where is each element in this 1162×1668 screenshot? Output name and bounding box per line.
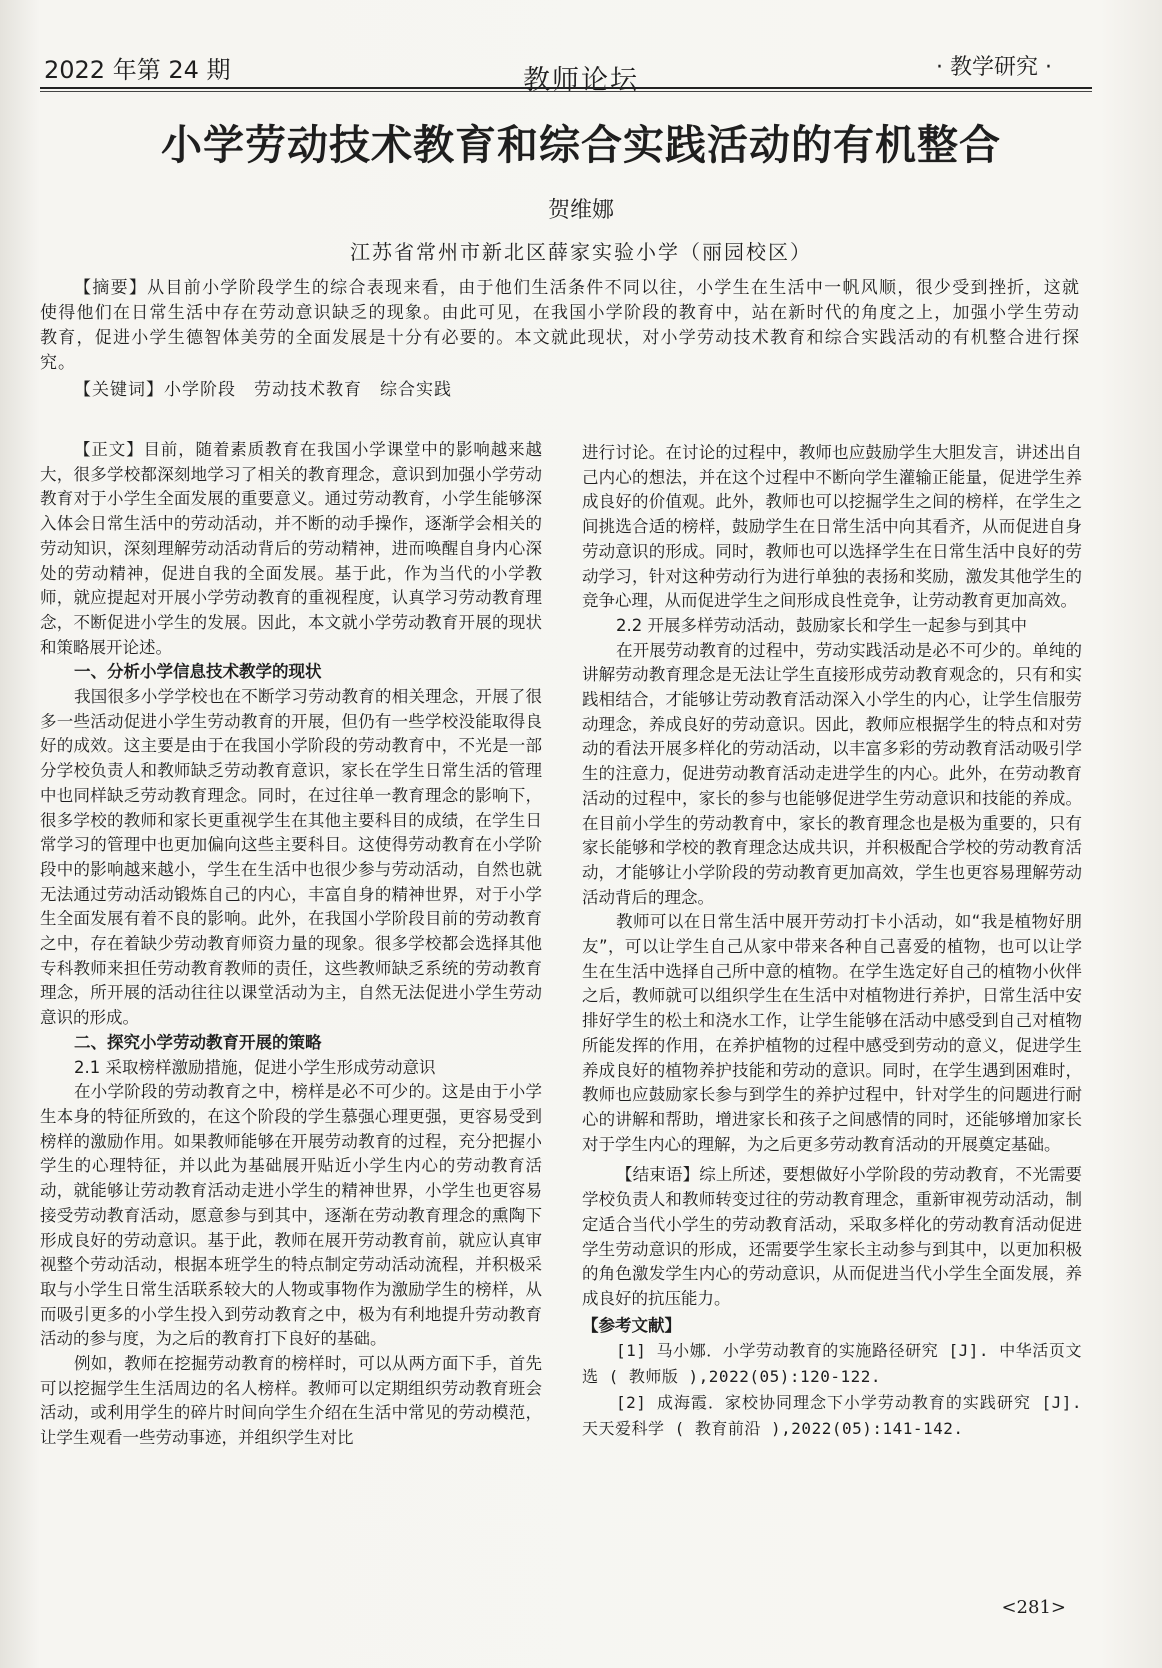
section-heading: 二、探究小学劳动教育开展的策略 — [74, 1032, 322, 1052]
abstract: 【摘要】从目前小学阶段学生的综合表现来看，由于他们生活条件不同以往，小学生在生活中一帆风顺，很少受到挫折，这就使得他们在日常生活中存在劳动意识缺乏的现象。由此可见，在我国小学阶段的教育中，站在新时代的角度之上，加强小学生劳动教育，促进小学生德智体美劳的全面发展是十分有必要的。本文就此现状，对小学劳动技术教育和综合实践活动的有机整合进行探究。 — [40, 278, 1080, 373]
subsection-heading: 2.2 开展多样劳动活动，鼓励家长和学生一起参与到其中 — [616, 615, 1027, 635]
author-name: 贺维娜 — [547, 198, 614, 223]
subsection-heading: 2.1 采取榜样激励措施，促进小学生形成劳动意识 — [74, 1057, 436, 1077]
right-column — [582, 441, 1082, 1442]
references-heading: 【参考文献】 — [582, 1315, 681, 1335]
journal-name: 教师论坛 — [523, 65, 639, 96]
header-rule-thin — [40, 91, 1092, 92]
paragraph: 教师可以在日常生活中展开劳动打卡小活动，如“我是植物好朋友”，可以让学生自己从家中带来各种自己喜爱的植物，也可以让学生在生活中选择自己所中意的植物。在学生选定好自己的植物小伙伴之后，教师就可以组织学生在生活中对植物进行养护，日常生活中安排好学生的松土和浇水工作，让学生能够在活动中感受到自己对植物所能发挥的作用，在养护植物的过程中感受到劳动的意义，促进学生养成良好的植物养护技能和劳动的意识。同时，在学生遇到困难时，教师也应鼓励家长参与到学生的养护过程中，针对学生的问题进行耐心的讲解和帮助，增进家长和孩子之间感情的同时，还能够增加家长对于学生内心的理解，为之后更多劳动教育活动的开展奠定基础。 — [582, 912, 1082, 1154]
section-label: · 教学研究 · — [936, 55, 1052, 80]
paragraph: 进行讨论。在讨论的过程中，教师也应鼓励学生大胆发言，讲述出自己内心的想法，并在这个过程中不断向学生灌输正能量，促进学生养成良好的价值观。此外，教师也可以挖掘学生之间的榜样，在学生之间挑选合适的榜样，鼓励学生在日常生活中向其看齐，从而促进自身劳动意识的形成。同时，教师也可以选择学生在日常生活中良好的劳动学习，针对这种劳动行为进行单独的表扬和奖励，激发其他学生的竞争心理，从而促进学生之间形成良性竞争，让劳动教育更加高效。 — [582, 443, 1082, 611]
page-number: <281> — [1001, 1597, 1066, 1618]
reference-item: [1] 马小娜．小学劳动教育的实施路径研究 [J]. 中华活页文选 ( 教师版 ),2022(05):120-122. — [582, 1341, 1082, 1387]
paragraph: 我国很多小学学校也在不断学习劳动教育的相关理念，开展了很多一些活动促进小学生劳动教育的开展，但仍有一些学校没能取得良好的成效。这主要是由于在我国小学阶段的劳动教育中，不光是一部分学校负责人和教师缺乏劳动教育意识，家长在学生日常生活的管理中也同样缺乏劳动教育理念。同时，在过往单一教育理念的影响下，很多学校的教师和家长更重视学生在其他主要科目的成绩，在学生日常学习的管理中也更加偏向这些主要科目。这使得劳动教育在小学阶段中的影响越来越小，学生在生活中也很少参与劳动活动，自然也就无法通过劳动活动锻炼自己的内心，丰富自身的精神世界，对于小学生全面发展有着不良的影响。此外，在我国小学阶段目前的劳动教育之中，存在着缺少劳动教育师资力量的现象。很多学校都会选择其他专科教师来担任劳动教育教师的责任，这些教师缺乏系统的劳动教育理念，所开展的活动往往以课堂活动为主，自然无法促进小学生劳动意识的形成。 — [40, 687, 542, 1028]
header-rule — [40, 87, 1092, 89]
paragraph: 在小学阶段的劳动教育之中，榜样是必不可少的。这是由于小学生本身的特征所致的，在这个阶段的学生慕强心理更强，更容易受到榜样的激励作用。如果教师能够在开展劳动教育的过程，充分把握小学生的心理特征，并以此为基础展开贴近小学生内心的劳动教育活动，就能够让劳动教育活动走进小学生的精神世界，小学生也更容易接受劳动教育活动，愿意参与到其中，逐渐在劳动教育理念的熏陶下形成良好的劳动意识。基于此，教师在展开劳动教育前，就应认真审视整个劳动活动，根据本班学生的特点制定劳动活动流程，并积极采取与小学生日常生活联系较大的人物或事物作为激励学生的榜样，从而吸引更多的小学生投入到劳动教育之中，极为有利地提升劳动教育活动的参与度，为之后的教育打下良好的基础。 — [40, 1082, 542, 1349]
reference-item: [2] 成海霞．家校协同理念下小学劳动教育的实践研究 [J]. 天天爱科学 ( 教育前沿 ),2022(05):141-142. — [582, 1393, 1082, 1439]
paragraph: 【正文】目前，随着素质教育在我国小学课堂中的影响越来越大，很多学校都深刻地学习了相关的教育理念，意识到加强小学劳动教育对于小学生全面发展的重要意义。通过劳动教育，小学生能够深入体会日常生活中的劳动活动，并不断的动手操作，逐渐学会相关的劳动知识，深刻理解劳动活动背后的劳动精神，进而唤醒自身内心深处的劳动精神，促进自我的全面发展。基于此，作为当代的小学教师，就应提起对开展小学劳动教育的重视程度，认真学习劳动教育理念，不断促进小学生的发展。因此，本文就小学劳动教育开展的现状和策略展开论述。 — [40, 440, 542, 657]
issue-label: 2022 年第 24 期 — [44, 56, 231, 84]
keywords: 【关键词】小学阶段 劳动技术教育 综合实践 — [74, 380, 452, 400]
article-title: 小学劳动技术教育和综合实践活动的有机整合 — [161, 121, 1001, 169]
paragraph: 在开展劳动教育的过程中，劳动实践活动是必不可少的。单纯的讲解劳动教育理念是无法让学生直接形成劳动教育观念的，只有和实践相结合，才能够让劳动教育活动深入小学生的内心，让学生信服劳动理念，养成良好的劳动意识。因此，教师应根据学生的特点和对劳动的看法开展多样化的劳动活动，以丰富多彩的劳动教育活动吸引学生的注意力，促进劳动教育活动走进学生的内心。此外，在劳动教育活动的过程中，家长的参与也能够促进学生劳动意识和技能的养成。在目前小学生的劳动教育中，家长的教育理念也是极为重要的，只有家长能够和学校的教育理念达成共识，并积极配合学校的劳动教育活动，才能够让小学阶段的劳动教育更加高效，学生也更容易理解劳动活动背后的理念。 — [582, 640, 1082, 907]
section-heading: 一、分析小学信息技术教学的现状 — [74, 662, 322, 682]
author-affiliation: 江苏省常州市新北区薛家实验小学（丽园校区） — [350, 240, 812, 264]
paragraph: 例如，教师在挖掘劳动教育的榜样时，可以从两方面下手，首先可以挖掘学生生活周边的名人榜样。教师可以定期组织劳动教育班会活动，或利用学生的碎片时间向学生介绍在生活中常见的劳动模范，让学生观看一些劳动事迹，并组织学生对比 — [40, 1354, 542, 1448]
paragraph: 【结束语】综上所述，要想做好小学阶段的劳动教育，不光需要学校负责人和教师转变过往的劳动教育理念，重新审视劳动活动，制定适合当代小学生的劳动教育活动，采取多样化的劳动教育活动促进学生劳动意识的形成，还需要学生家长主动参与到其中，以更加积极的角色激发学生内心的劳动意识，从而促进当代小学生全面发展，养成良好的抗压能力。 — [582, 1165, 1082, 1308]
left-column — [40, 438, 542, 1451]
